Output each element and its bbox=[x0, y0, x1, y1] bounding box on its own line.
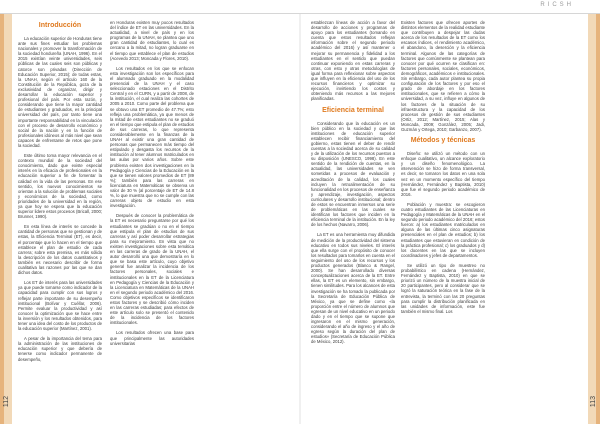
body-paragraph: Existen factores que ofrecen aportes de distintos elementos de la realidad estudiante que contribuyen a despejar las dudas acerca de los resultados de la ET como los escasos índices, el rendimiento académico, el abandono, la deserción y la eficiencia terminal. Algunos de las categorías de factores que comúnmente se plantean para conocer por qué ocurren se clasifican en: factores personales, sociales, económicos, demográficos, académicos e institucionales. Sin embargo, cada autor plantea su propia configuración de los factores y por eso el grado de abordaje en los factores institucionales, que se refieren a cómo la universidad, a su vez, influye en algunos de los factores de la situación de su infraestructura y la capacidad de los procesos de gestión de sus estudiantes (Ortiz, 2012; Martínez, 2015; Alas y Moncada, 2009; González, 2005; Jadi, Guzmán y Ortega, 2010; Garbanzo, 2007). bbox=[401, 20, 485, 132]
left-page-number: 112 bbox=[3, 396, 10, 408]
text-column-2 bbox=[110, 20, 194, 351]
right-margin-stripe-accent bbox=[596, 14, 600, 424]
body-paragraph: A pesar de la importancia del tema para la administración de las instituciones de educación superior y que debería de tenerse como indicador permanente de desempeño, bbox=[18, 336, 102, 362]
body-paragraph: Los ET de interés para las universidades ya que puede tomarse como indicador de la capacidad para cumplir con sus logros y reflejar parte importante de su desempeño institucional (Bolívar y Cuéllar, 2006). Permite evaluar la productividad y así conocer la optimización que se hace entre la inversión y los resultados obtenidos, para tener una idea del costo de los productos de la educación superior (Martínez, 2001). bbox=[18, 280, 102, 332]
text-column-1 bbox=[18, 20, 102, 367]
text-column-3 bbox=[311, 20, 395, 350]
body-paragraph: Los resultados ofrecen una base para que principalmente las autoridades universitarias bbox=[110, 330, 194, 346]
body-paragraph: En esta línea de interés se concede la cantidad de personas que se gestionan y de estas, la Eficiencia Terminal (ET), es decir, el porcentaje que lo hacen en el tiempo que establece el plan de estudio de cada carrera; sobre esta premisa, es más sólida la descripción de los datos cuantitativos y también es necesario describir de forma cualitativa las razones por las que se dan dichos datos. bbox=[18, 224, 102, 276]
body-paragraph: Después de conocer la problemática de la ET es necesario preguntarse por qué los estudiantes se gradúan o no en el tiempo que estipula el plan de estudios de sus carreras y así poder desarrollar estrategias para su mejoramiento. En vista que no existen investigaciones sobre esta temática en las carreras de grado de la UNAH, el autor desarrolló una que demostraría en lo que se basa este artículo, cuyo objetivo general fue analizar la incidencia de los factores personales, sociales e institucionales en la ET de la Licenciatura en Pedagogía y Ciencias de la Educación y la Licenciatura en Matemáticas de la UNAH en el segundo periodo académico del 2016. Como objetivos específicos se identificaron estos factores y se describió cómo inciden en las carreras estudiadas; para efectos de este artículo solo se presentó el contenido de la incidencia de los factores institucionales. bbox=[110, 213, 194, 326]
left-margin-stripe-accent bbox=[0, 14, 4, 424]
journal-running-title: RICSH bbox=[540, 2, 574, 8]
section-heading: Eficiencia terminal bbox=[322, 106, 384, 114]
page-gutter bbox=[299, 14, 301, 424]
body-paragraph: Los resultados en los que se enfocan esta investigación son los específicos para el alumnado graduado en la modalidad presencial de la UNAH y el caso seleccionado estaciones en el Distrito Central y en el CURN, y a partir de 2008, de la institución, el cual realiza las cohortes de 2005 a 2010. Como parte del problema que se obtuvo una ET promedio de 47.7%; esto refleja una problemática, ya que menos de la mitad de estos estudiantes no se graduó en el tiempo que estipula el plan de estudios de sus carreras, lo que representa considerablemente en la finanzas de la UNAH al existir una gran cantidad de personas que permanecen más tiempo del estipulado y desgasta los recursos de la institución al tener alumnos matriculados en las aulas por varios años. Sobre este problema existen dos investigaciones en la Pedagogía y Ciencias de la Educación en la que se tienen valores promedios de ET (89 %); también para las carreras en licenciatura en Matemáticas se observa un valor de 30 % (al porcentaje de ET de 14.8 %, lo que muestra que no se cumple con las carreras objeto de estudio en esta investigación. bbox=[110, 65, 194, 209]
body-paragraph: Considerando que la educación es un bien público en la sociedad y que las instituciones de educación superior establecen recibir financiamiento del gobierno, estas tienen el deber de rendir cuentas a la sociedad acerca de su calidad y de la utilización de los recursos puestos a su disposición (UNESCO, 1998). En este sentido de la rendición de cuentas, en la actualidad, las universidades se ven sometidas a procesos de evaluación y acreditación de la calidad, los cuales incluyen la retroalimentación de su funcionalidad en los procesos de enseñanza y aprendizaje, investigación, aspectos curriculares y desarrollo institucional; dentro de estos se encuentran inmersos una serie de problemáticas en las cuales se identifican los factores que inciden en la eficiencia terminal de la institución. En la ley de los hechos (Navarro, 2006). bbox=[311, 120, 395, 228]
body-paragraph: La educación superior de Honduras tiene ante sus fines estudiar los problemas nacionales y promover la transformación de la sociedad hondureña (UNAH, 1996). En el 2015 existían veinte universidades, seis públicas de las cuales seis son públicas y catorce son privadas (Dirección de Educación Superior, 2015); de todas estas, la UNAH, según el artículo 160 de la Constitución de la República, goza de la exclusividad de organizar, dirigir y desarrollar la educación superior y profesional del país. Por esta razón, y considerando que tiene la mayor cantidad de estudiantes y graduados, es la principal universidad del país, por tanto tiene una importante responsabilidad en la vinculación con el proceso de desarrollo económico y social de la nación y en la función de profesionales idóneos al más nivel que sean capaces de enfrentarse de retos que pone la sociedad. bbox=[18, 36, 102, 148]
body-paragraph: Este último toma mayor relevancia en el contexto mundial de la sociedad del conocimiento, dado que existe especial interés en la eficacia de profesionales en la educación superior a fin de fomentar la calidad en la vida de las personas. En ese sentido, los nuevos conocimientos se orientan a la solución de problemas sociales y económicos de la sociedad, como prioridades de la universidad en la región, ya que hoy se espera que la educación superior lidere estos procesos (Bricall, 2000; Brunner, 1990). bbox=[18, 153, 102, 220]
body-paragraph: Población y muestra: se escogieron cuatro estudiantes de las Licenciaturas en Pedagogía y Matemáticas de la UNAH en el segundo periodo académico del 2016; estos fueron: a) los estudiantes matriculados en alguna de las últimas cinco asignaturas presenciales en el plan de estudios; b) los estudiantes que estuvieran en condición de la práctica profesional; c) los graduados y d) los docentes en las que se incluyen coordinadores y jefes de departamentos. bbox=[401, 201, 485, 258]
body-paragraph: establezcan líneas de acción a favor del desarrollo de acciones y programas de apoyo para los estudiantes (tomando en cuenta que estos resultados reflejan información sobre el segundo periodo académico del 2016) y así mantener o mejorar su permanencia y fidelidad a los estudiantes en el sentido que puedan continuar exponiendo en estas carreras y otras, con esto y otras metodologías de igual forma para reflexionar sobre aspectos que influyen en la eficiencia del uso de los recursos financieros y optimizar su ejecución, invirtiendo los costos y obteniendo más recursos a las mejores planificadas. bbox=[311, 20, 395, 102]
body-paragraph: La ET es una herramienta muy difundida de medición de la productividad del sistema educativo en todos sus niveles. El interés que ella surge con el propósito de conocer los resultados para tomarlos en cuenta en el seguimiento del uso de los recursos y los productos generados (Blanco & Rangel, 2000). Se han desarrollado diversas conceptualizaciones acerca de la ET. Entre ellas, la ET es un elemento, sin embargo, tienen similitudes. Para los alcances de esta investigación se ha tomado la publicada por la Secretaría de Educación Pública de México, ya que se define como «la proporción entre el número de alumnos que egresan de un nivel educativo en un periodo dado y en el tiempo que se supone que ingresaron en el mismo generación, considerando el año de ingreso y el año de egreso según la duración del plan de estudios» (Secretaría de Educación Pública de México, 2012). bbox=[311, 232, 395, 345]
body-paragraph: Diseño: se utilizó un método con un enfoque cualitativo, un alcance exploratorio y un diseño fenomenológico. La intervención se hizo de forma transversal, es decir, se tomaron los datos en una sola vez en un momento específico del tiempo (Hernández, Fernández y Baptista, 2010) que fue el segundo periodo académico de 2016. bbox=[401, 151, 485, 197]
body-paragraph: Se utilizó un tipo de muestreo no probabilístico en cadena (Hernández, Fernández y Baptista, 2010) en que se priorizó un número de la muestra inicial de 20 participantes, pero al considerar que se logró la saturación teórica en la fase de la entrevista, la terminó con las 20 preguntas para cumplir la distribución planificada en las unidades de información, este fue también el mismo final. Los bbox=[401, 262, 485, 314]
text-column-4 bbox=[401, 20, 485, 319]
running-header bbox=[0, 0, 600, 14]
right-page-number: 113 bbox=[590, 396, 597, 408]
section-heading: Métodos y técnicas bbox=[410, 137, 476, 145]
body-paragraph: en Honduras existen muy pocos resultados del índice de ET en las universidades. En la actualidad, a nivel de país y en los programas de la UNAH, se plantea que uno gran cantidad de estudiantes, lo cual es cercano a la mitad, no logran graduarse en el tiempo que establece el plan de estudios (Acevedo 2013; Moncada y Flores, 2010). bbox=[110, 20, 194, 61]
section-heading: Introducción bbox=[38, 22, 82, 29]
